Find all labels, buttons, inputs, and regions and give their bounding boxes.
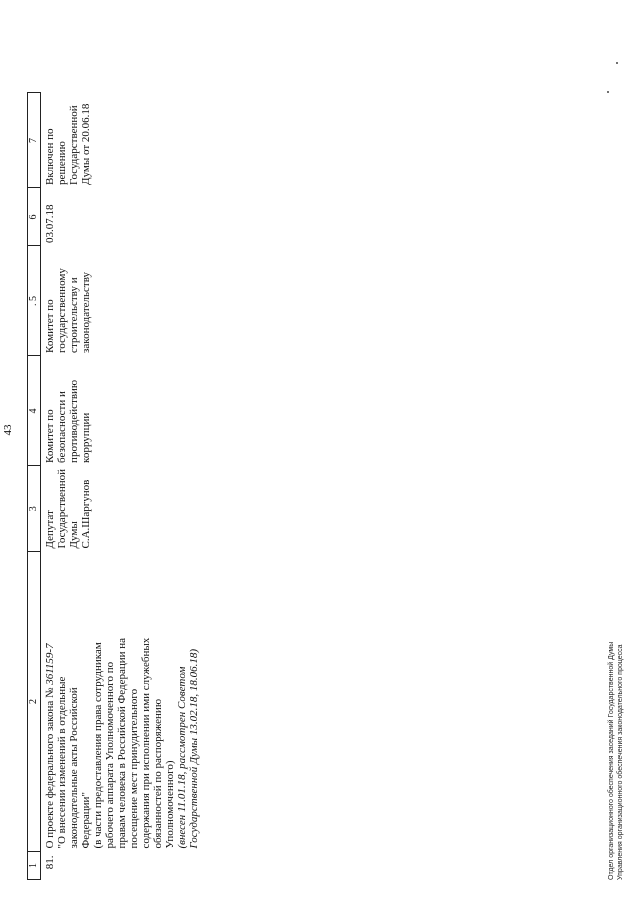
bill-title: "О внесении изменений в отдельные законодательные акты Российской Федерации" (в части предоставления права сотрудникам рабочего аппарата Уполномоченного по правам человека в Российской Федерации на посещение мест принудительного содержания при исполнении ими служебных обязанностей по распоряжению Уполномоченного) [56, 637, 176, 849]
table-header-row [28, 93, 41, 880]
committee-2: Комитет по государственному строительству и законодательству [44, 268, 92, 353]
date: 03.07.18 [44, 204, 56, 243]
footer-line-1: Отдел организационного обеспечения заседаний Государственной Думы [608, 641, 615, 880]
bill-intro: О проекте федерального закона № [44, 684, 56, 849]
scan-speck [607, 91, 609, 93]
header-cell-1: 1 [28, 852, 41, 880]
committee-1-cell [41, 356, 202, 466]
header-cell-7: 7 [28, 93, 41, 188]
table-row [41, 93, 202, 880]
committee-1: Комитет по безопасности и противодействию коррупции [44, 379, 92, 463]
bill-heading [44, 555, 56, 849]
header-cell-4: 4 [28, 356, 41, 466]
date-cell [41, 188, 202, 246]
committee-2-cell [41, 246, 202, 356]
bill-note: (внесен 11.01.18, рассмотрен Советом Государственной Думы 13.02.18, 18.06.18) [176, 648, 200, 849]
footer-line-2: Управления организационного обеспечения законодательного процесса [617, 644, 624, 880]
author-cell [41, 466, 202, 552]
header-cell-3: 3 [28, 466, 41, 552]
header-cell-2: 2 [28, 552, 41, 852]
author: Депутат Государственной Думы С.А.Шаргунов [44, 468, 92, 549]
header-cell-5: . 5 [28, 246, 41, 356]
header-cell-6: 6 [28, 188, 41, 246]
bill-description [41, 552, 202, 852]
status: Включен по решению Государственной Думы от 20.06.18 [44, 103, 92, 185]
scan-speck [616, 62, 618, 64]
page-number: 43 [2, 424, 14, 436]
status-cell [41, 93, 202, 188]
row-number: 81. [44, 855, 56, 870]
bills-table [27, 92, 201, 880]
bill-number: 361159-7 [44, 643, 56, 685]
footer [607, 642, 625, 880]
